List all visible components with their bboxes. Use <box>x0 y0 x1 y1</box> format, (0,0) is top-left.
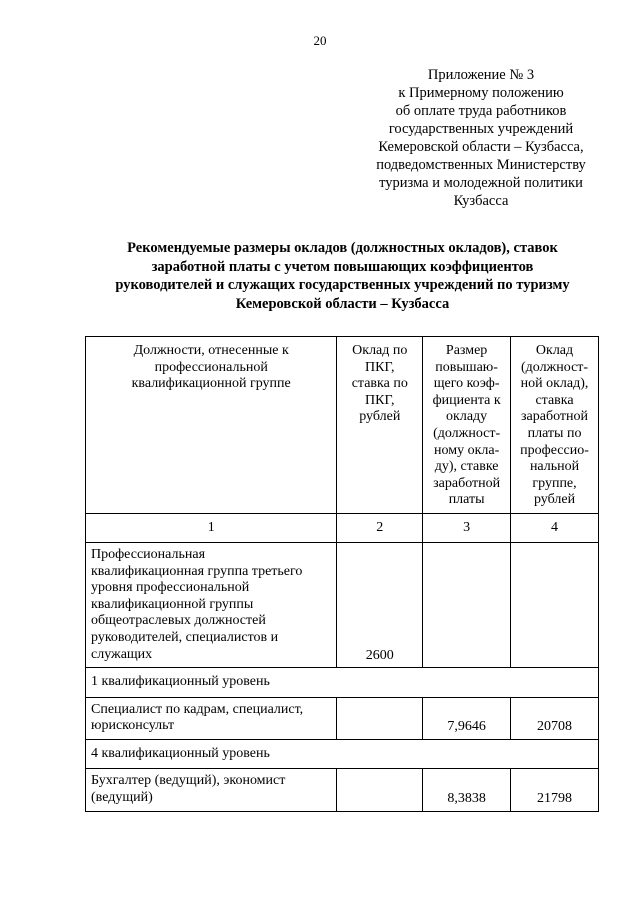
header-line: профессио- <box>520 442 589 458</box>
header-line: ставка по <box>351 376 408 392</box>
header-line: заработной <box>433 475 501 491</box>
header-line: ПКГ, <box>365 359 395 375</box>
coefficient-value: 8,3838 <box>423 769 511 811</box>
header-line: Размер <box>445 343 488 358</box>
qualification-level: 4 квалификационный уровень <box>86 739 599 769</box>
title-line: заработной платы с учетом повышающих коэффициентов <box>151 258 534 275</box>
salary-value: 20708 <box>511 697 599 739</box>
salary-value: 21798 <box>511 769 599 811</box>
column-number: 3 <box>423 513 511 542</box>
coefficient-value: 7,9646 <box>423 697 511 739</box>
appendix-line: туризма и молодежной политики <box>379 175 583 191</box>
header-line: (должност- <box>520 359 589 375</box>
header-line: щего коэф- <box>433 376 500 392</box>
header-line: (должност- <box>433 425 501 441</box>
header-line: повышаю- <box>435 359 498 375</box>
position-line: Бухгалтер (ведущий), экономист <box>91 773 286 789</box>
appendix-line: Кемеровской области – Кузбасса, <box>378 139 584 155</box>
position-line: Специалист по кадрам, специалист, <box>91 701 304 717</box>
empty-cell <box>337 697 423 739</box>
empty-cell <box>511 542 599 667</box>
group-name-line: руководителей, специалистов и <box>91 629 279 645</box>
header-line: ПКГ, <box>365 392 395 408</box>
group-name <box>86 542 337 667</box>
header-line: квалификационной группе <box>131 376 291 392</box>
header-line: Оклад <box>535 343 574 358</box>
header-coefficient <box>423 337 511 514</box>
header-line: ной оклад), <box>520 376 589 392</box>
header-line: платы <box>448 492 485 508</box>
header-line: заработной <box>521 409 589 425</box>
group-base-salary: 2600 <box>337 542 423 667</box>
header-line: платы по <box>527 425 582 441</box>
group-name-line: Профессиональная <box>91 546 206 562</box>
group-name-line: общеотраслевых должностей <box>91 613 266 629</box>
title-line: Рекомендуемые размеры окладов (должностных окладов), ставок <box>127 240 558 256</box>
position-name <box>86 769 337 811</box>
header-positions <box>86 337 337 514</box>
column-number: 2 <box>337 513 423 542</box>
header-line: окладу <box>446 409 488 425</box>
table-row <box>86 542 599 667</box>
appendix-line: Приложение № 3 <box>427 67 535 83</box>
position-name <box>86 697 337 739</box>
position-line: (ведущий) <box>91 790 153 806</box>
group-name-line: квалификационной группы <box>91 596 254 612</box>
header-line: ному окла- <box>433 442 500 458</box>
header-line: группе, <box>532 475 577 491</box>
header-line: Должности, отнесенные к <box>133 343 289 358</box>
salary-table <box>85 336 599 812</box>
column-number-row <box>86 513 599 542</box>
appendix-line: государственных учреждений <box>388 121 574 137</box>
appendix-line: об оплате труда работников <box>395 103 567 119</box>
header-line: нальной <box>529 459 580 475</box>
header-line: ставка <box>535 392 574 408</box>
table-header-row <box>86 337 599 514</box>
table-row <box>86 739 599 769</box>
header-line: профессиональной <box>154 359 268 375</box>
title-line: руководителей и служащих государственных учреждений по туризму <box>115 277 570 293</box>
table-row <box>86 697 599 739</box>
table-row <box>86 769 599 811</box>
qualification-level: 1 квалификационный уровень <box>86 668 599 698</box>
group-name-line: служащих <box>91 646 153 662</box>
header-line: фициента к <box>432 392 501 408</box>
header-line: рублей <box>359 409 401 425</box>
group-name-line: квалификационная группа третьего <box>91 563 303 579</box>
column-number: 4 <box>511 513 599 542</box>
table-row <box>86 668 599 698</box>
group-name-line: уровня профессиональной <box>91 580 250 596</box>
document-title <box>90 239 595 313</box>
header-line: Оклад по <box>352 343 408 358</box>
appendix-line: к Примерному положению <box>398 85 564 101</box>
title-line: Кемеровской области – Кузбасса <box>235 295 450 312</box>
header-line: рублей <box>533 492 576 508</box>
empty-cell <box>337 769 423 811</box>
appendix-header <box>356 66 606 210</box>
position-line: юрисконсульт <box>91 718 175 734</box>
header-salary <box>511 337 599 514</box>
header-base-salary <box>337 337 423 514</box>
appendix-line: подведомственных Министерству <box>376 157 586 173</box>
header-line: ду), ставке <box>434 459 499 475</box>
empty-cell <box>423 542 511 667</box>
appendix-line: Кузбасса <box>453 193 509 209</box>
page-number: 20 <box>313 33 327 48</box>
column-number: 1 <box>86 513 337 542</box>
